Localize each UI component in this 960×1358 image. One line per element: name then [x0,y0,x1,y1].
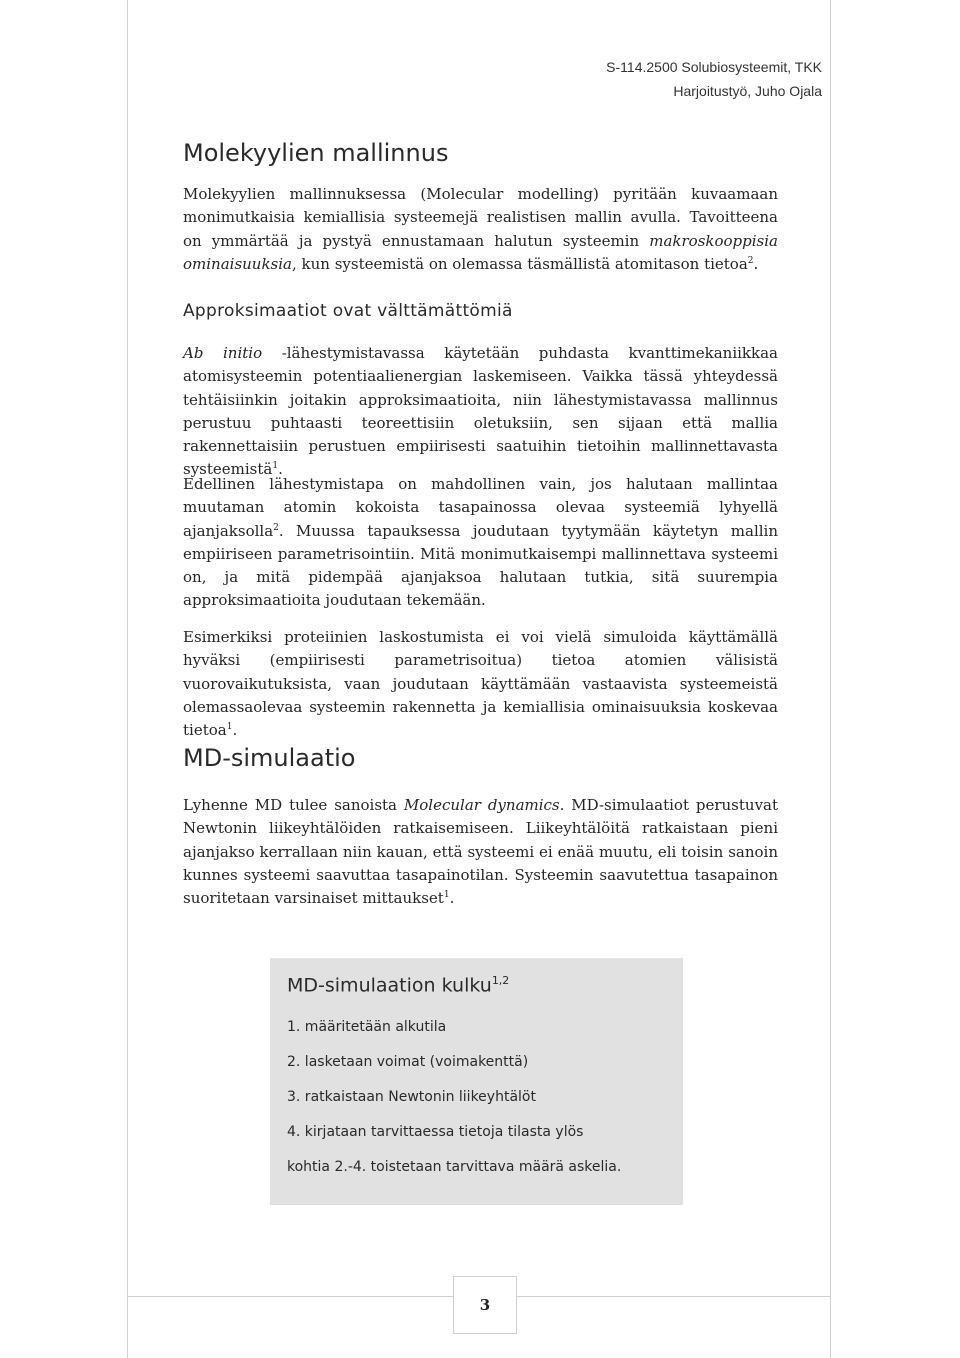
header-author: Harjoitustyö, Juho Ojala [673,83,822,99]
paragraph-empirical-parametrization: Edellinen lähestymistapa on mahdollinen vain, jos halutaan mallintaa muutaman atomin kokoista tasapainossa olevaa systeemiä lyhyellä ajanjaksolla$^2$. Muussa tapauksessa joudutaan tyytymään käytetyn mallin empiiriseen parametrisointiin. Mitä monimutkaisempi mallinnettava systeemi on, ja mitä pidempää ajanjaksoa halutaan tutkia, sitä suurempia approksimaatioita joudutaan tekemään. [183,475,778,610]
paragraph-ab-initio: Ab initio -lähestymistavassa käytetään puhdasta kvanttimekaniikkaa atomisysteemin potentiaalienergian laskemiseen. Vaikka tässä yhteydessä tehtäisiinkin joitakin approksimaatioita, niin lähestymistavassa mallinnus perustuu puhtaasti teoreettisiin oletuksiin, sen sijaan että mallia rakennettaisiin perustuen empiirisesti saatuihin tietoihin mallinnettavasta systeemistä$^1$. [183,344,778,479]
paragraph-md-description: Lyhenne MD tulee sanoista Molecular dynamics. MD-simulaatiot perustuvat Newtonin liikeyhtälöiden ratkaisemiseen. Liikeyhtälöitä ratkaistaan pieni ajanjakso kerrallaan niin kauan, että systeemi ei enää muutu, eli toisin sanoin kunnes systeemi saavuttaa tasapainotilan. Systeemin saavutettua tasapainon suoritetaan varsinaiset mittaukset$^1$. [183,796,779,908]
section-title-molekyylien-mallinnus: Molekyylien mallinnus [183,139,449,167]
section-title-md-simulaatio: MD-simulaatio [183,744,356,772]
page-number: 3 [453,1276,517,1334]
paragraph-intro: Molekyylien mallinnuksessa (Molecular modelling) pyritään kuvaamaan monimutkaisia kemiallisia systeemejä realistisen mallin avulla. Tavoitteena on ymmärtää ja pystyä ennustamaan halutun systeemin makroskooppisia ominaisuuksia, kun systeemistä on olemassa täsmällistä atomitason tietoa$^2$. [183,185,778,273]
procedure-step: 3. ratkaistaan Newtonin liikeyhtälöt [287,1089,536,1105]
header-course: S-114.2500 Solubiosysteemit, TKK [606,59,822,75]
paragraph-protein-folding: Esimerkiksi proteiinien laskostumista ei voi vielä simuloida käyttämällä hyväksi (empiirisesti parametrisoitua) tietoa atomien välisistä vuorovaikutuksista, vaan joudutaan käyttämään vastaavista systeemeistä olemassaolevaa systeemin rakennetta ja kemiallisia ominaisuuksia koskevaa tietoa$^1$. [183,628,778,740]
right-margin-rule [830,0,831,1358]
left-margin-rule [127,0,128,1358]
procedure-step: kohtia 2.-4. toistetaan tarvittava määrä askelia. [287,1159,622,1175]
procedure-step: 4. kirjataan tarvittaessa tietoja tilasta ylös [287,1124,584,1140]
subsection-title-approksimaatiot: Approksimaatiot ovat välttämättömiä [183,301,513,321]
md-procedure-box [270,958,683,1205]
md-procedure-title: MD-simulaation kulku$^{1,2}$ [287,974,510,997]
procedure-step: 2. lasketaan voimat (voimakenttä) [287,1054,529,1070]
procedure-step: 1. määritetään alkutila [287,1019,447,1035]
